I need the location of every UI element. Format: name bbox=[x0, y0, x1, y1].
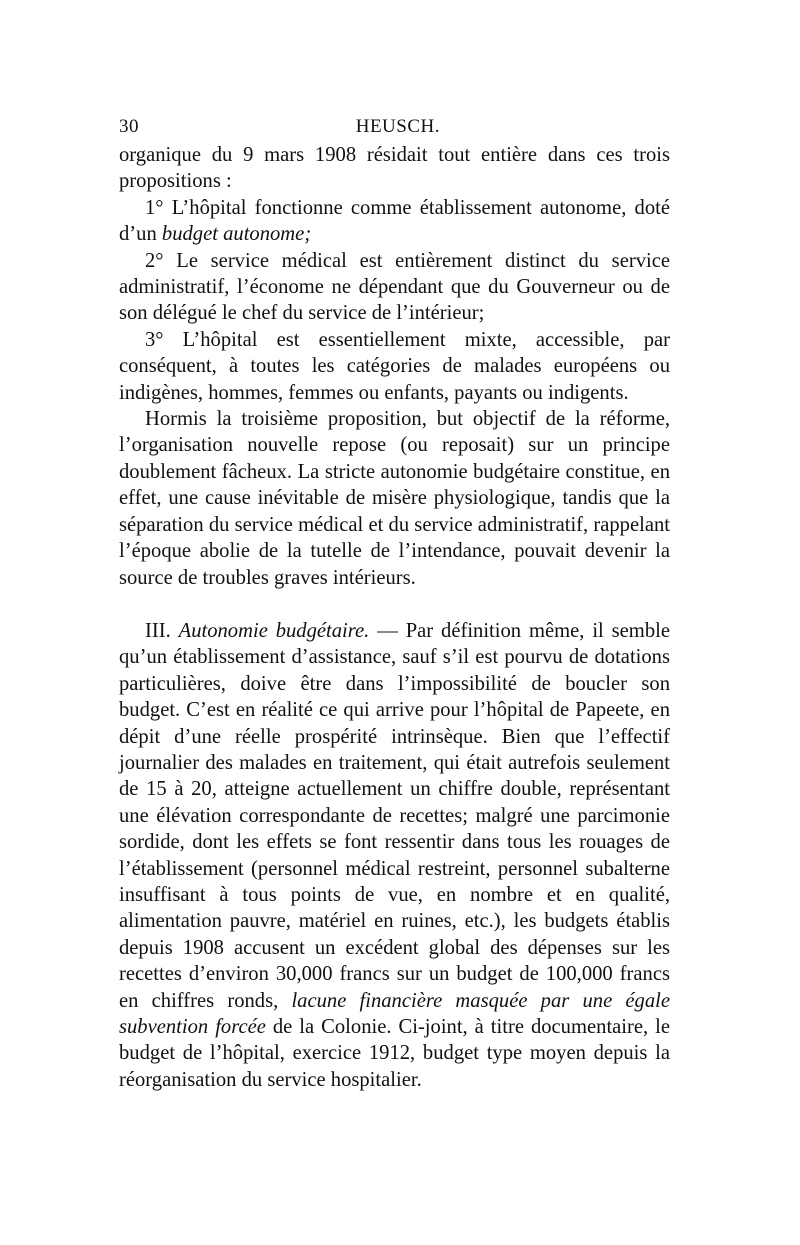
paragraph bbox=[119, 195, 670, 248]
italic-text: Autonomie budgétaire. bbox=[178, 619, 370, 642]
italic-text: budget autonome; bbox=[161, 223, 312, 246]
text-run: 2° Le service médical est entièrement distinct du service administratif, l’économe ne dépendant que du Gouverneur ou de son délégué le chef du service de l’intérieur; bbox=[119, 249, 670, 325]
text-run: organique du 9 mars 1908 résidait tout entière dans ces trois propositions : bbox=[119, 144, 670, 193]
text-run: 1° L’hôpital fonctionne comme établissement autonome, doté d’un bbox=[119, 196, 670, 246]
text-run: de la Colonie. Ci-joint, à titre documentaire, le budget de l’hôpital, exercice 1912, budget type moyen depuis la réorganisation du service hospitalier. bbox=[119, 1016, 671, 1091]
text-run: Hormis la troisième proposition, but objectif de la réforme, l’organisation nouvelle repose (ou reposait) sur un principe doublement fâcheux. La stricte autonomie budgétaire constitue, en effet, une cause inévitable de misère physiologique, tandis que la séparation du service médical et du service administratif, rappelant l’époque abolie de la tutelle de l’intendance, pouvait devenir la source de troubles graves intérieurs. bbox=[119, 408, 670, 589]
page-number: 30 bbox=[119, 116, 139, 137]
text-run: 3° L’hôpital est essentiellement mixte, accessible, par conséquent, à toutes les catégories de malades européens ou indigènes, hommes, femmes ou enfants, payants ou indigents. bbox=[119, 328, 670, 404]
paragraph bbox=[119, 142, 670, 195]
body-text bbox=[119, 142, 670, 1093]
paragraph bbox=[119, 327, 670, 406]
paragraph bbox=[119, 406, 670, 591]
running-head: HEUSCH. bbox=[355, 116, 440, 137]
italic-text: lacune financière masquée par une égale subvention forcée bbox=[119, 989, 671, 1038]
book-page bbox=[119, 112, 670, 1093]
paragraph bbox=[119, 248, 670, 327]
text-run: III. bbox=[145, 619, 179, 642]
page-header bbox=[119, 112, 670, 142]
text-run: — Par définition même, il semble qu’un établissement d’assistance, sauf s’il est pourvu de dotations particulières, doive être dans l’impossibilité de boucler son budget. C’est en réalité ce qui arrive pour l’hôpital de Papeete, en dépit d’une réelle prospérité intrinsèque. Bien que l’effectif journalier des malades en traitement, qui était autrefois seulement de 15 à 20, atteigne actuellement un chiffre double, représentant une élévation correspondante de recettes; malgré une parcimonie sordide, dont les effets se font ressentir dans tous les rouages de l’établissement (personnel médical restreint, personnel subalterne insuffisant à tous points de vue, en nombre et en qualité, alimentation pauvre, matériel en ruines, etc.), les budgets établis depuis 1908 accusent un excédent global des dépenses sur les recettes d’environ 30,000 francs sur un budget de 100,000 francs en chiffres ronds, bbox=[119, 619, 670, 1012]
section-paragraph bbox=[119, 618, 670, 1093]
